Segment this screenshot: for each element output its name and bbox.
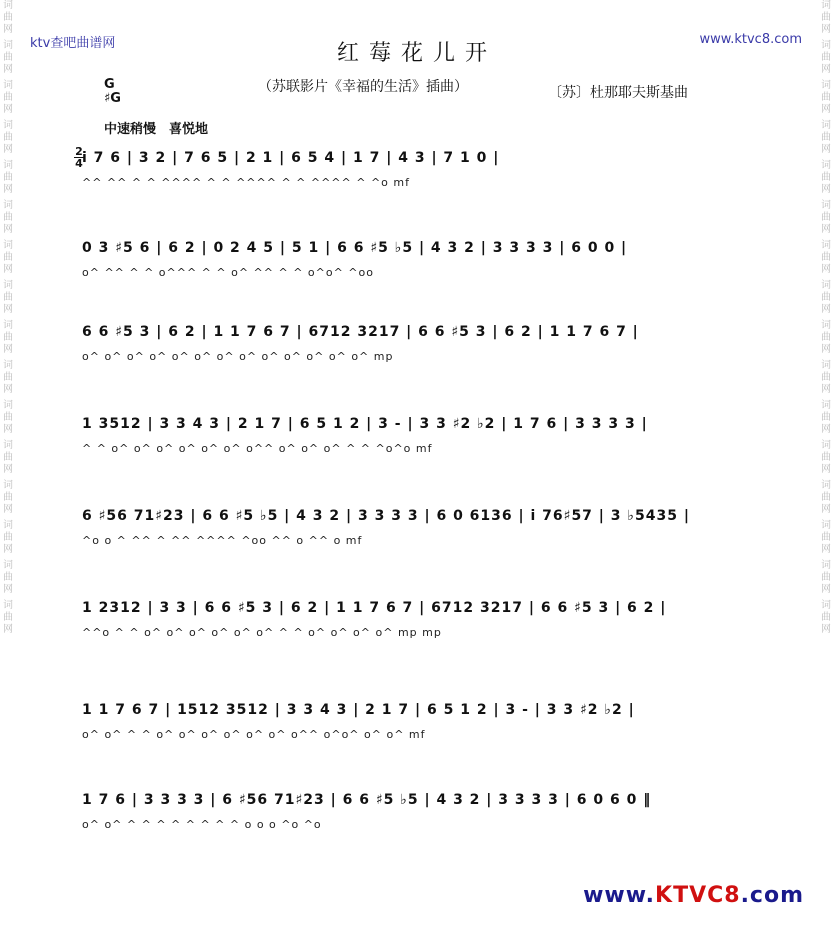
staff-line <box>82 508 754 558</box>
key-line-2: ♯G <box>104 91 121 106</box>
staff-notes: 1 3512 | 3 3 4 3 | 2 1 7 | 6 5 1 2 | 3 - | 3 3 ♯2 ♭2 | 1 7 6 | 3 3 3 3 | <box>82 416 648 432</box>
song-title: 红莓花儿开 <box>336 41 497 66</box>
staff-line <box>82 240 754 290</box>
side-watermark-right: 词曲网 词曲网 词曲网 词曲网 词曲网 词曲网 词曲网 词曲网 词曲网 词曲网 词曲网 词曲网 词曲网 词曲网 词曲网 词曲网 <box>821 0 831 635</box>
staff-marks: o^ o^ o^ o^ o^ o^ o^ o^ o^ o^ o^ o^ o^ mp <box>82 350 394 363</box>
staff-line <box>82 792 754 842</box>
staff-marks: o^ ^^ ^ ^ o^^^ ^ ^ o^ ^^ ^ ^ o^o^ ^oo <box>82 266 374 279</box>
staff-notes: 6 6 ♯5 3 | 6 2 | 1 1 7 6 7 | 6712 3217 | 6 6 ♯5 3 | 6 2 | 1 1 7 6 7 | <box>82 324 639 340</box>
song-subtitle: （苏联影片《幸福的生活》插曲） <box>258 79 468 95</box>
staff-notes: 6 ♯56 71♯23 | 6 6 ♯5 ♭5 | 4 3 2 | 3 3 3 3 | 6 0 6136 | i 76♯57 | 3 ♭5435 | <box>82 508 690 524</box>
staff-marks: ^ ^ o^ o^ o^ o^ o^ o^ o^^ o^ o^ o^ ^ ^ ^o^o mf <box>82 442 433 455</box>
footer-logo[interactable]: www.KTVC8.com <box>583 883 804 908</box>
staff-notes: 0 3 ♯5 6 | 6 2 | 0 2 4 5 | 5 1 | 6 6 ♯5 ♭5 | 4 3 2 | 3 3 3 3 | 6 0 0 | <box>82 240 628 256</box>
staff-line <box>82 416 754 466</box>
side-watermark-left: 词曲网 词曲网 词曲网 词曲网 词曲网 词曲网 词曲网 词曲网 词曲网 词曲网 词曲网 词曲网 词曲网 词曲网 词曲网 词曲网 <box>3 0 13 635</box>
tempo-marking: 中速稍慢 喜悦地 <box>104 122 209 137</box>
staff-line <box>82 150 754 200</box>
site-link-right[interactable]: www.ktvc8.com <box>699 32 802 47</box>
staff-notes: 1 1 7 6 7 | 1512 3512 | 3 3 4 3 | 2 1 7 | 6 5 1 2 | 3 - | 3 3 ♯2 ♭2 | <box>82 702 635 718</box>
staff-marks: ^o o ^ ^^ ^ ^^ ^^^^ ^oo ^^ o ^^ o mf <box>82 534 363 547</box>
staff-line <box>82 702 754 752</box>
staff-marks: o^ o^ ^ ^ ^ ^ ^ ^ ^ ^ o o o ^o ^o <box>82 818 322 831</box>
staff-notes: 1 2312 | 3 3 | 6 6 ♯5 3 | 6 2 | 1 1 7 6 7 | 6712 3217 | 6 6 ♯5 3 | 6 2 | <box>82 600 667 616</box>
staff-marks: o^ o^ ^ ^ o^ o^ o^ o^ o^ o^ o^^ o^o^ o^ o^ mf <box>82 728 426 741</box>
key-signature <box>104 78 121 106</box>
time-signature: 2 4 <box>75 145 83 170</box>
staff-notes: i 7 6 | 3 2 | 7 6 5 | 2 1 | 6 5 4 | 1 7 | 4 3 | 7 1 0 | <box>82 150 500 166</box>
key-line-1: G <box>104 77 115 92</box>
staff-marks: ^^o ^ ^ o^ o^ o^ o^ o^ o^ ^ ^ o^ o^ o^ o^ mp mp <box>82 626 442 639</box>
composer: 〔苏〕杜那耶夫斯基曲 <box>548 85 688 101</box>
site-link[interactable]: ktv查吧曲谱网 <box>30 36 116 51</box>
staff-marks: ^^ ^^ ^ ^ ^^^^ ^ ^ ^^^^ ^ ^ ^^^^ ^ ^o mf <box>82 176 410 189</box>
staff-line <box>82 324 754 374</box>
staff-notes: 1 7 6 | 3 3 3 3 | 6 ♯56 71♯23 | 6 6 ♯5 ♭5 | 4 3 2 | 3 3 3 3 | 6 0 6 0 ‖ <box>82 792 652 808</box>
staff-line <box>82 600 754 650</box>
